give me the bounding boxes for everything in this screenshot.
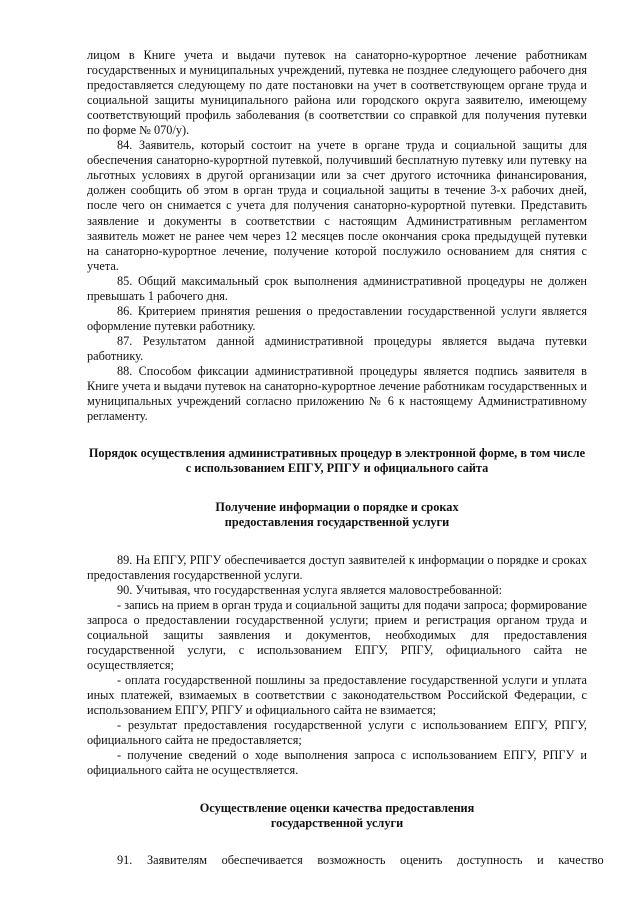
section-heading-electronic-procedures: Порядок осуществления административных процедур в электронной форме, в том числе с использованием ЕПГУ, РПГУ и официального сайта: [88, 446, 586, 476]
paragraph-90: 90. Учитывая, что государственная услуга является маловостребованной:: [117, 582, 503, 597]
subsection-heading-line-2: предоставления государственной услуги: [224, 515, 450, 530]
list-item-result: - результат предоставления государственной услуги с использованием ЕПГУ, РПГУ, официального сайта не предоставляется;: [87, 718, 587, 748]
paragraph-87: 87. Результатом данной административной процедуры является выдача путевки работнику.: [87, 333, 587, 363]
paragraph-85: 85. Общий максимальный срок выполнения административной процедуры не должен превышать 1 рабочего дня.: [87, 273, 587, 303]
subsection-heading-line-1: Получение информации о порядке и сроках: [215, 500, 459, 515]
list-item-appointment: - запись на прием в орган труда и социальной защиты для подачи запроса; формирование запроса о предоставлении государственной услуги; прием и регистрация органом труда и социальной защиты заявления и документов, необходимых для предоставления государственной услуги, с использованием ЕПГУ, РПГУ, официального сайта не осуществляется;: [87, 597, 587, 672]
subsection-heading-quality-assessment: [87, 801, 587, 831]
subsection-heading-information: [87, 500, 587, 530]
paragraph-84: 84. Заявитель, который состоит на учете в органе труда и социальной защиты для обеспечения санаторно-курортной путевкой, получивший бесплатную путевку или путевку на льготных условиях в другой организации или за счет другого источника финансирования, должен сообщить об этом в орган труда и социальной защиты в течение 3-х рабочих дней, после чего он снимается с учета для получения санаторно-курортной путевки. Представить заявление и документы в соответствии с настоящим Административным регламентом заявитель может не ранее чем через 12 месяцев после окончания срока предыдущей путевки на санаторно-курортное лечение, получение которой послужило основанием для снятия с учета.: [87, 138, 587, 273]
paragraph-86: 86. Критерием принятия решения о предоставлении государственной услуги является оформление путевки работнику.: [87, 303, 587, 333]
paragraph-88: 88. Способом фиксации административной процедуры является подпись заявителя в Книге учета и выдачи путевок на санаторно-курортное лечение работникам государственных и муниципальных учреждений согласно приложению № 6 к настоящему Административному регламенту.: [87, 363, 587, 424]
quality-heading-line-2: государственной услуги: [270, 816, 404, 831]
list-item-payment: - оплата государственной пошлины за предоставление государственной услуги и уплата иных платежей, взимаемых в соответствии с законодательством Российской Федерации, с использованием ЕПГУ, РПГУ и официального сайта не взимается;: [87, 672, 587, 718]
quality-heading-line-1: Осуществление оценки качества предоставления: [199, 801, 475, 816]
paragraph-91: [87, 853, 604, 868]
paragraph-83-continuation: лицом в Книге учета и выдачи путевок на санаторно-курортное лечение работникам государственных и муниципальных учреждений, путевка не позднее следующего рабочего дня предоставляется следующему по дате постановки на учет в соответствующем органе труда и социальной защиты муниципального района или городского округа заявителю, имеющему соответствующий профиль заболевания (в соответствии со справкой для получения путевки по форме № 070/у).: [87, 48, 587, 138]
paragraph-89: 89. На ЕПГУ, РПГУ обеспечивается доступ заявителей к информации о порядке и сроках предоставления государственной услуги.: [87, 552, 587, 582]
list-item-status: - получение сведений о ходе выполнения запроса с использованием ЕПГУ, РПГУ и официального сайта не осуществляется.: [87, 748, 587, 778]
paragraph-91-text: 91. Заявителям обеспечивается возможность оценить доступность и качество: [117, 853, 604, 868]
